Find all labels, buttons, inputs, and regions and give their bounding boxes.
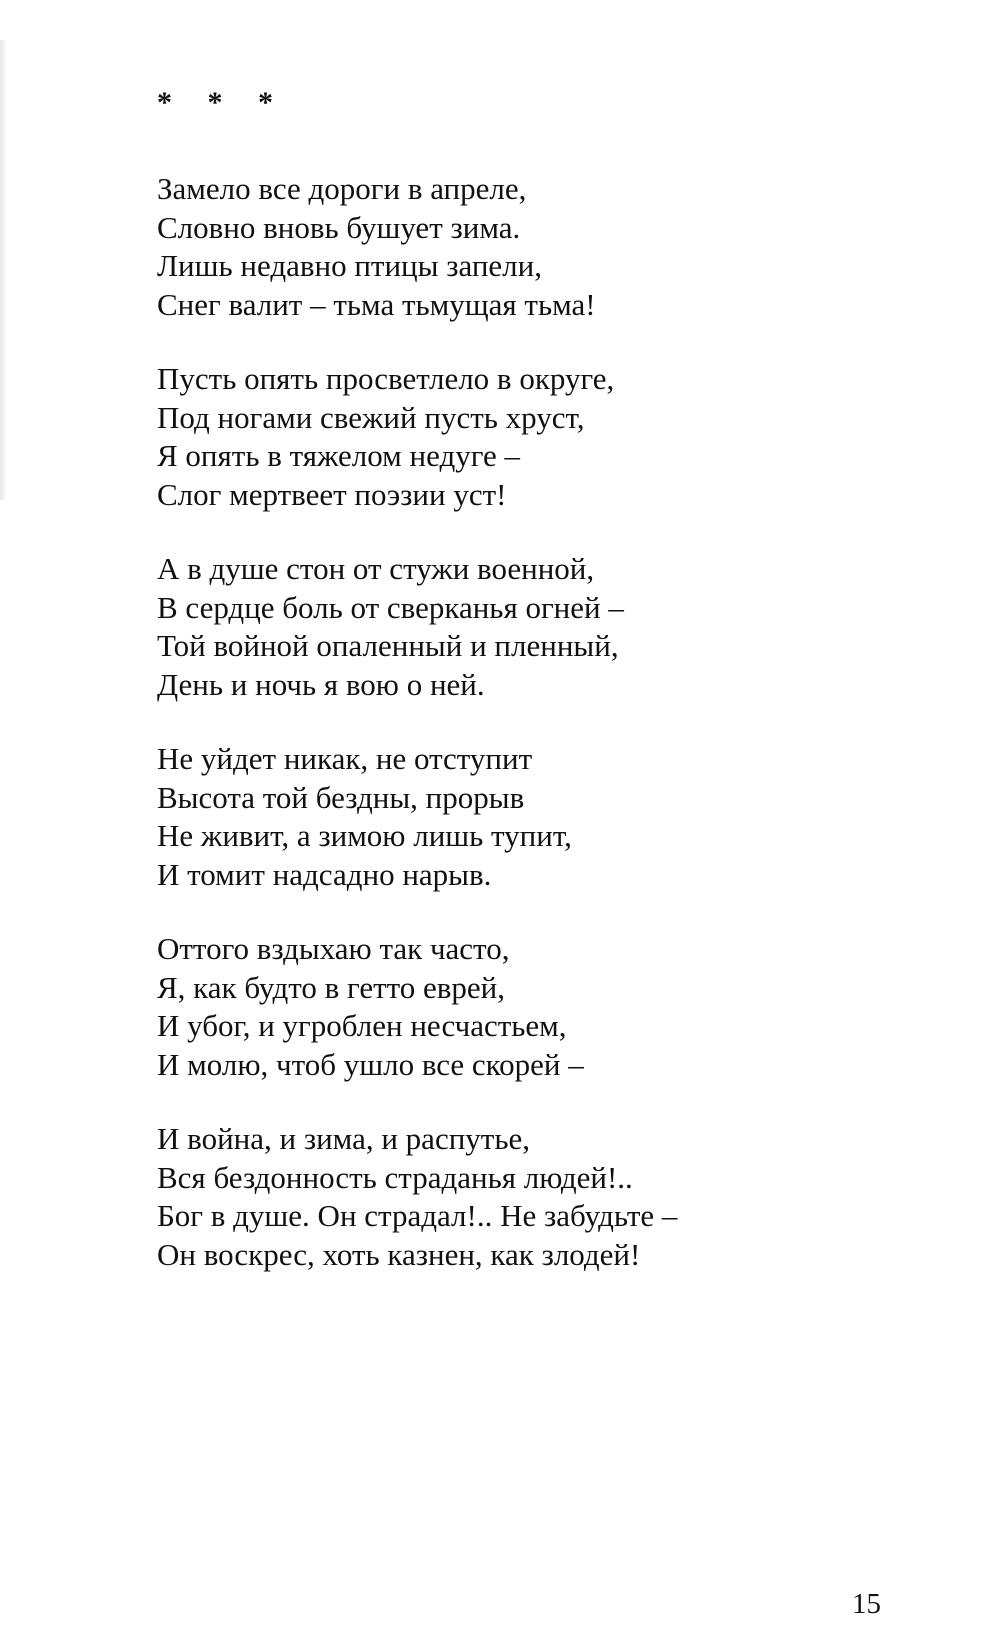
page-edge-shadow bbox=[0, 40, 7, 500]
poem bbox=[157, 84, 877, 1310]
poem-line: Той войной опаленный и пленный, bbox=[157, 628, 619, 663]
stanza-3 bbox=[157, 550, 877, 704]
poem-line: И томит надсадно нарыв. bbox=[157, 856, 492, 892]
poem-line: Бог в душе. Он страдал!.. Не забудьте – bbox=[157, 1198, 678, 1233]
poem-line: Пусть опять просветлело в округе, bbox=[157, 361, 615, 396]
page-number: 15 bbox=[852, 1588, 881, 1620]
poem-line: Словно вновь бушует зима. bbox=[157, 209, 521, 245]
poem-line: И убог, и угроблен несчастьем, bbox=[157, 1008, 567, 1043]
stanza-2 bbox=[157, 360, 877, 514]
poem-line: Он воскрес, хоть казнен, как злодей! bbox=[157, 1236, 641, 1272]
poem-line: Замело все дороги в апреле, bbox=[157, 171, 527, 206]
stanza-1 bbox=[157, 170, 877, 324]
poem-line: Не живит, а зимою лишь тупит, bbox=[157, 818, 572, 853]
poem-line: Высота той бездны, прорыв bbox=[157, 779, 525, 815]
asterism-separator: * * * bbox=[157, 86, 287, 119]
poem-line: День и ночь я вою о ней. bbox=[157, 666, 485, 702]
poem-line: Оттого вздыхаю так часто, bbox=[157, 931, 510, 966]
poem-line: И молю, чтоб ушло все скорей – bbox=[157, 1046, 584, 1082]
stanza-6 bbox=[157, 1120, 877, 1274]
stanza-4 bbox=[157, 740, 877, 894]
poem-line: Лишь недавно птицы запели, bbox=[157, 248, 542, 283]
poem-line: Снег валит – тьма тьмущая тьма! bbox=[157, 286, 596, 322]
poem-line: А в душе стон от стужи военной, bbox=[157, 551, 595, 586]
poem-line: В сердце боль от сверканья огней – bbox=[157, 589, 624, 625]
poem-line: Вся бездонность страданья людей!.. bbox=[157, 1159, 633, 1195]
poem-line: Под ногами свежий пусть хруст, bbox=[157, 399, 585, 435]
poem-line: Слог мертвеет поэзии уст! bbox=[157, 476, 507, 512]
poem-line: Я, как будто в гетто еврей, bbox=[157, 969, 506, 1005]
poem-line: Я опять в тяжелом недуге – bbox=[157, 438, 521, 473]
stanza-5 bbox=[157, 930, 877, 1084]
poem-line: И война, и зима, и распутье, bbox=[157, 1121, 530, 1156]
poem-line: Не уйдет никак, не отступит bbox=[157, 741, 533, 776]
